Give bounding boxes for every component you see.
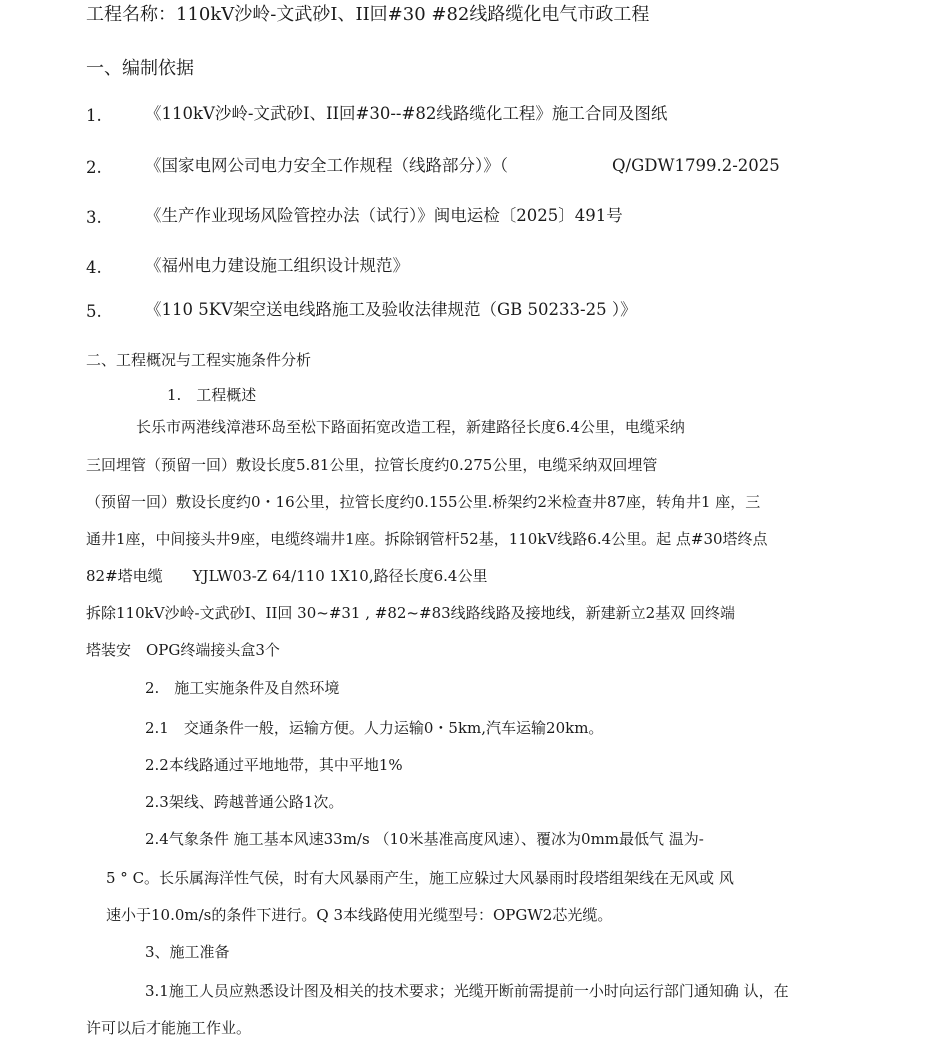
basis-item-text: 《福州电力建设施工组织设计规范》 (145, 256, 409, 275)
paragraph-line: 3.1施工人员应熟悉设计图及相关的技术要求；光缆开断前需提前一小时向运行部门通知确 认，在 (145, 982, 789, 1000)
paragraph-line: 拆除110kV沙岭-文武砂Ⅰ、II回 30~#31 , #82~#83线路线路及接地线，新建新立2基双 回终端 (86, 604, 735, 622)
basis-item-number: 4. (86, 258, 102, 277)
section2-heading: 二、工程概况与工程实施条件分析 (86, 351, 312, 369)
condition-item: 2.2本线路通过平地地带，其中平地1% (145, 756, 403, 774)
overview-heading: 1. 工程概述 (167, 386, 257, 404)
paragraph-line: 通井1座，中间接头井9座，电缆终端井1座。拆除钢管杆52基，110kV线路6.4公里。起 点#30塔终点 (86, 530, 768, 548)
basis-item-number: 3. (86, 208, 102, 227)
paragraph-line: 速小于10.0m/s的条件下进行。Q 3本线路使用光缆型号：OPGW2芯光缆。 (106, 906, 613, 924)
section1-heading: 一、编制依据 (86, 58, 194, 79)
paragraph-line: 许可以后才能施工作业。 (86, 1019, 252, 1037)
condition-item: 2.1 交通条件一般，运输方便。人力运输0・5km,汽车运输20km。 (145, 719, 604, 737)
basis-item-number: 2. (86, 158, 102, 177)
basis-item-text: 《生产作业现场风险管控办法（试行）》闽电运检〔2025〕491号 (145, 206, 623, 225)
project-title: 工程名称：110kV沙岭-文武砂Ⅰ、II回#30 #82线路缆化电气市政工程 (86, 4, 650, 25)
paragraph-line: 三回埋管（预留一回）敷设长度5.81公里，拉管长度约0.275公里，电缆采纳双回埋管 (86, 456, 658, 474)
paragraph-line: 82#塔电缆 YJLW03-Z 64/110 1X10,路径长度6.4公里 (86, 567, 488, 585)
paragraph-line: 长乐市两港线漳港环岛至松下路面拓宽改造工程，新建路径长度6.4公里，电缆采纳 (136, 418, 685, 436)
basis-item-code: Q/GDW1799.2-2025 (612, 156, 780, 175)
condition-item: 2.4气象条件 施工基本风速33m/s （10米基准高度风速）、覆冰为0mm最低气 温为- (145, 830, 704, 848)
conditions-heading: 2. 施工实施条件及自然环境 (145, 679, 340, 697)
basis-item-text: 《国家电网公司电力安全工作规程（线路部分）》（ (145, 156, 508, 175)
basis-item-number: 5. (86, 302, 102, 321)
paragraph-line: （预留一回）敷设长度约0・16公里，拉管长度约0.155公里.桥架约2米检查井87座，转角井1 座，三 (86, 493, 761, 511)
paragraph-line: 塔装安 OPG终端接头盒3个 (86, 641, 280, 659)
basis-item-text: 《110kV沙岭-文武砂Ⅰ、II回#30--#82线路缆化工程》施工合同及图纸 (145, 104, 668, 123)
paragraph-line: 5 ° C。长乐属海洋性气侯，时有大风暴雨产生，施工应躲过大风暴雨时段塔组架线在无风或 风 (106, 869, 734, 887)
preparation-heading: 3、施工准备 (145, 943, 230, 961)
condition-item: 2.3架线、跨越普通公路1次。 (145, 793, 344, 811)
basis-item-text: 《110 5KV架空送电线路施工及验收法律规范（GB 50233-25 ）》 (145, 300, 637, 319)
basis-item-number: 1. (86, 106, 102, 125)
